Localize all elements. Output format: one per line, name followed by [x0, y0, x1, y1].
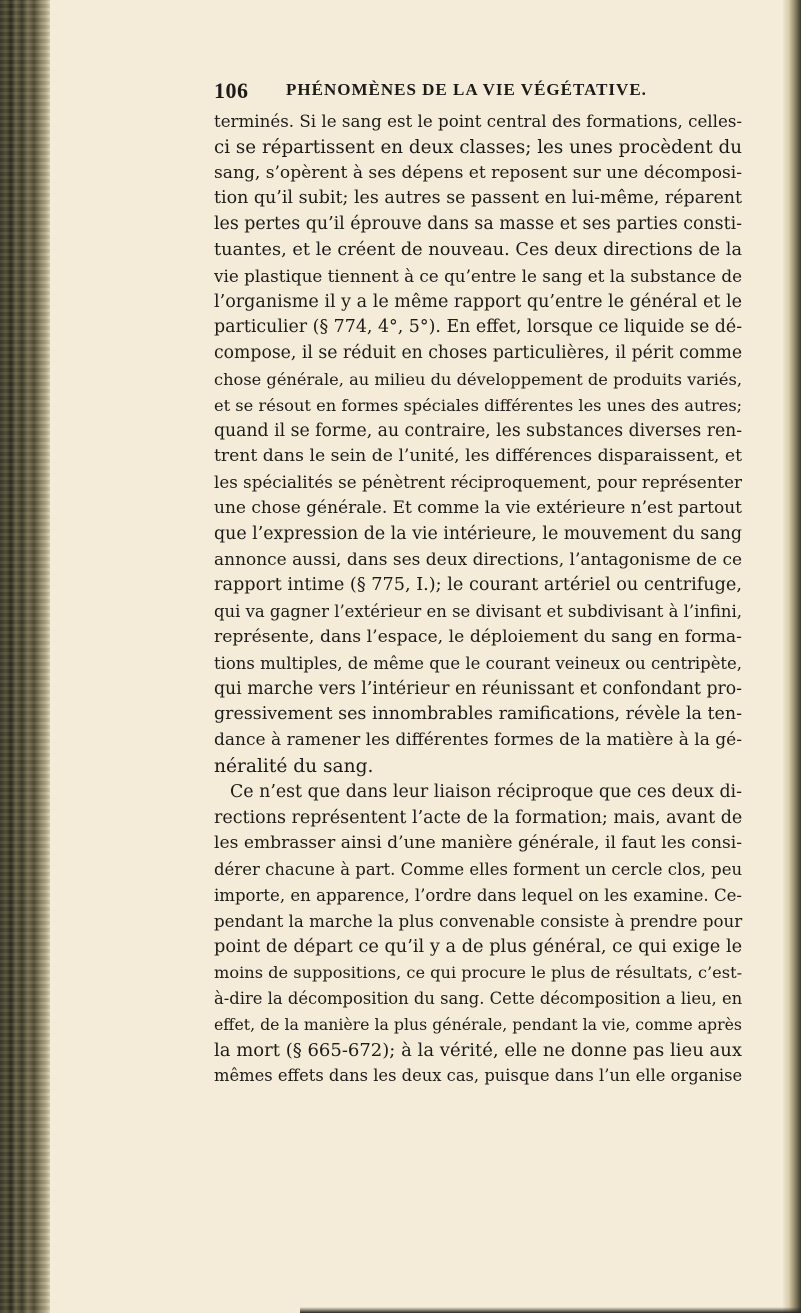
text-line: dance à ramener les différentes formes de la matière à la gé-: [214, 730, 742, 751]
text-line: représente, dans l’espace, le déploiement du sang en forma-: [214, 626, 742, 647]
text-line: particulier (§ 774, 4°, 5°). En effet, lorsque ce liquide se dé-: [214, 317, 743, 338]
text-line: point de départ ce qu’il y a de plus général, ce qui exige le: [214, 936, 743, 957]
text-line: gressivement ses innombrables ramifications, révèle la ten-: [214, 704, 742, 725]
text-line: les pertes qu’il éprouve dans sa masse et ses parties consti-: [214, 214, 742, 235]
text-line: l’organisme il y a le même rapport qu’entre le général et le: [214, 291, 742, 312]
text-line: que l’expression de la vie intérieure, le mouvement du sang: [214, 523, 743, 544]
page-shadow-bottom: [300, 1307, 801, 1313]
text-line: qui marche vers l’intérieur en réunissant et confondant pro-: [214, 678, 742, 699]
text-line: pendant la marche la plus convenable consiste à prendre pour: [214, 911, 743, 931]
text-line: quand il se forme, au contraire, les substances diverses ren-: [214, 420, 743, 441]
page-edge-right: [783, 0, 801, 1313]
text-line: tions multiples, de même que le courant veineux ou centripète,: [214, 653, 742, 673]
text-line: Ce n’est que dans leur liaison réciproque que ces deux di-: [230, 781, 742, 802]
text-line: une chose générale. Et comme la vie extérieure n’est partout: [214, 497, 742, 518]
text-line: annonce aussi, dans ses deux directions, l’antagonisme de ce: [214, 549, 743, 570]
text-line: les spécialités se pénètrent réciproquement, pour représenter: [214, 472, 742, 493]
text-line: terminés. Si le sang est le point central des formations, celles-: [214, 112, 742, 131]
body-text: [214, 109, 742, 1089]
text-line: mêmes effets dans les deux cas, puisque dans l’un elle organise: [214, 1066, 743, 1086]
text-line: néralité du sang.: [214, 755, 374, 777]
text-line: ci se répartissent en deux classes; les unes procèdent du: [214, 136, 742, 158]
text-line: rections représentent l’acte de la formation; mais, avant de: [214, 807, 743, 828]
text-line: tuantes, et le créent de nouveau. Ces deux directions de la: [214, 239, 742, 260]
running-head: [214, 78, 742, 106]
text-line: vie plastique tiennent à ce qu’entre le sang et la substance de: [214, 265, 742, 286]
text-line: à-dire la décomposition du sang. Cette décomposition a lieu, en: [214, 989, 743, 1009]
text-line: tion qu’il subit; les autres se passent en lui-même, réparent: [214, 188, 742, 209]
text-line: les embrasser ainsi d’une manière générale, il faut les consi-: [214, 833, 743, 854]
text-line: importe, en apparence, l’ordre dans lequel on les examine. Ce-: [214, 885, 742, 905]
text-line: la mort (§ 665-672); à la vérité, elle ne donne pas lieu aux: [214, 1039, 742, 1061]
text-line: effet, de la manière la plus générale, pendant la vie, comme après: [214, 1014, 742, 1034]
page-number: 106: [214, 78, 249, 103]
text-line: rapport intime (§ 775, I.); le courant artériel ou centrifuge,: [214, 575, 742, 596]
running-title: PHÉNOMÈNES DE LA VIE VÉGÉTATIVE.: [286, 80, 647, 99]
book-page: [214, 78, 743, 1086]
text-line: moins de suppositions, ce qui procure le plus de résultats, c’est-: [214, 963, 743, 983]
text-line: chose générale, au milieu du développement de produits variés,: [214, 369, 742, 389]
text-line: dérer chacune à part. Comme elles forment un cercle clos, peu: [214, 860, 743, 880]
text-line: trent dans le sein de l’unité, les différences disparaissent, et: [214, 446, 742, 467]
text-line: sang, s’opèrent à ses dépens et reposent sur une décomposi-: [214, 162, 742, 183]
text-line: qui va gagner l’extérieur en se divisant et subdivisant à l’infini,: [214, 602, 742, 622]
book-binding-edge: [0, 0, 50, 1313]
text-line: et se résout en formes spéciales différentes les unes des autres;: [214, 395, 743, 415]
text-line: compose, il se réduit en choses particulières, il périt comme: [214, 343, 743, 364]
